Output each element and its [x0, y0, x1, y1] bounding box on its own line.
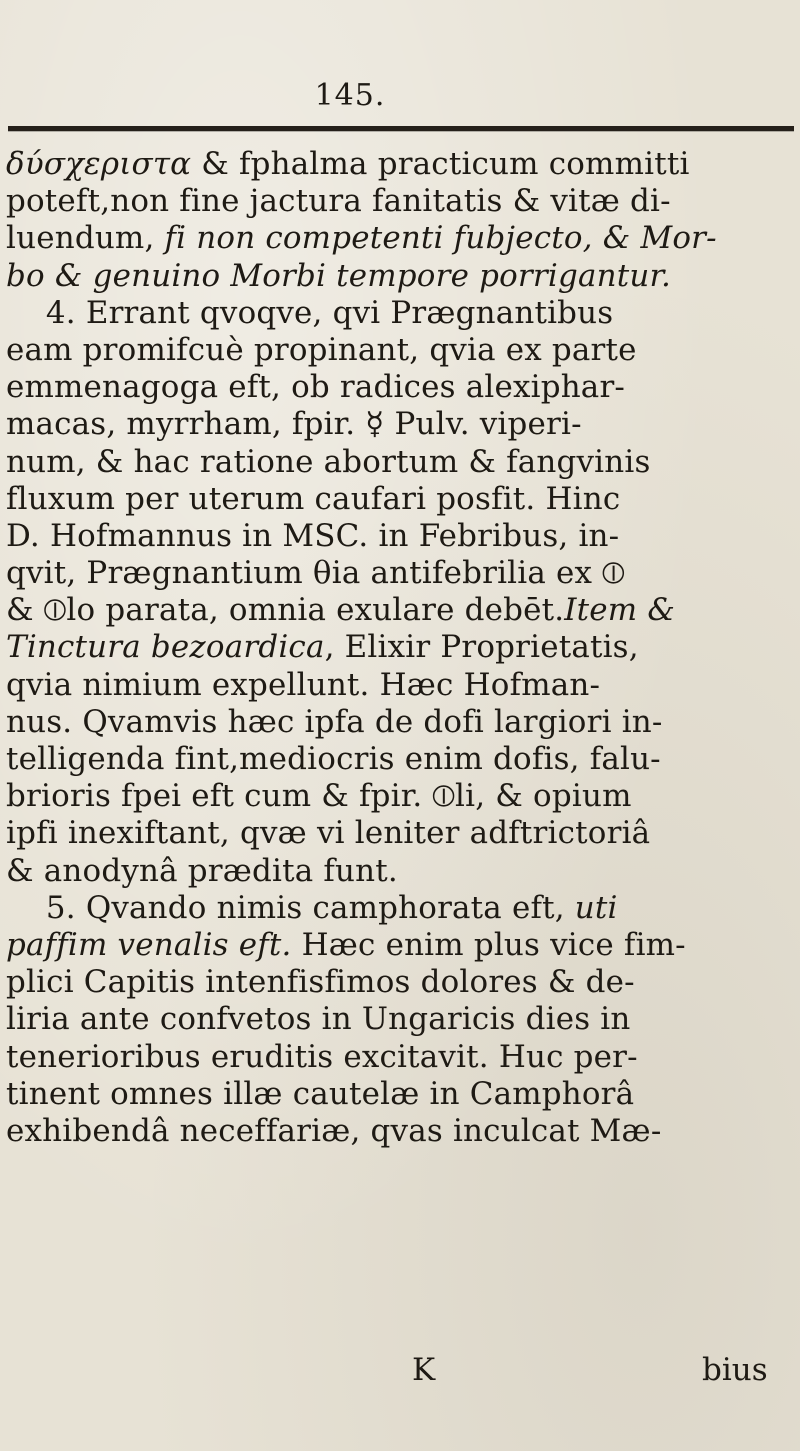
- roman-text: eam promifcuè propinant, qvia ex parte: [6, 331, 637, 368]
- text-line: [6, 183, 794, 220]
- catchword: bius: [702, 1352, 768, 1388]
- text-line: [6, 704, 794, 741]
- roman-text: 4. Errant qvoqve, qvi Prægnantibus: [45, 294, 614, 331]
- text-line: [6, 220, 794, 257]
- text-line: [6, 927, 794, 964]
- roman-text: & anodynâ prædita funt.: [6, 852, 398, 889]
- text-line: [6, 1001, 794, 1038]
- roman-text: qvia nimium expellunt. Hæc Hofman-: [6, 666, 601, 703]
- text-line: [6, 853, 794, 890]
- text-line: [6, 481, 794, 518]
- roman-text: & ⦶lo parata, omnia exulare debēt.: [6, 592, 565, 629]
- text-line: [6, 629, 794, 666]
- signature-mark: K: [412, 1352, 436, 1388]
- italic-text: Item &: [564, 592, 676, 629]
- roman-text: luendum,: [6, 220, 165, 257]
- roman-text: macas, myrrham, fpir. ☿ Pulv. viperi-: [6, 406, 582, 443]
- roman-text: fluxum per uterum caufari posfit. Hinc: [6, 480, 621, 517]
- text-line: [6, 555, 794, 592]
- roman-text: tenerioribus eruditis excitavit. Huc per-: [6, 1038, 638, 1075]
- text-line: [6, 518, 794, 555]
- text-line: [6, 592, 794, 629]
- text-line: [6, 444, 794, 481]
- roman-text: ipfi inexiftant, qvæ vi leniter adftrictoriâ: [6, 815, 651, 852]
- roman-text: plici Capitis intenfisfimos dolores & de-: [6, 964, 635, 1001]
- text-line: [6, 667, 794, 704]
- roman-text: D. Hofmannus in MSC. in Febribus, in-: [6, 517, 620, 554]
- italic-text: paffim venalis eft.: [6, 926, 292, 963]
- italic-text: bo & genuino Morbi tempore porrigantur.: [6, 257, 672, 294]
- text-line: [6, 332, 794, 369]
- text-line: [6, 964, 794, 1001]
- text-line: [6, 258, 794, 295]
- roman-text: qvit, Prægnantium θia antifebrilia ex ⦶: [6, 555, 625, 592]
- roman-text: emmenagoga eft, ob radices alexiphar-: [6, 369, 626, 406]
- italic-text: fi non competenti fubjecto, & Mor-: [164, 220, 717, 257]
- text-line: [6, 890, 794, 927]
- text-line: [6, 815, 794, 852]
- text-line: [6, 741, 794, 778]
- text-line: [6, 778, 794, 815]
- body-text: [6, 146, 796, 1150]
- roman-text: & fphalma practicum committi: [191, 146, 690, 182]
- roman-text: num, & hac ratione abortum & fangvinis: [6, 443, 651, 480]
- header-rule: [8, 126, 794, 131]
- roman-text: tinent omnes illæ cautelæ in Camphorâ: [6, 1075, 635, 1112]
- page-number: 145.: [314, 78, 386, 113]
- italic-text: δύσχεριστα: [6, 146, 192, 182]
- roman-text: , Elixir Proprietatis,: [324, 629, 639, 666]
- roman-text: poteft,non fine jactura fanitatis & vitæ di-: [6, 183, 671, 220]
- text-line: [6, 295, 794, 332]
- roman-text: nus. Qvamvis hæc ipfa de dofi largiori in-: [6, 703, 663, 740]
- text-line: [6, 1113, 794, 1150]
- roman-text: telligenda fint,mediocris enim dofis, falu-: [6, 741, 661, 777]
- text-line: [6, 369, 794, 406]
- text-line: [6, 1076, 794, 1113]
- roman-text: 5. Qvando nimis camphorata eft,: [45, 889, 575, 926]
- text-line: [6, 1039, 794, 1076]
- roman-text: exhibendâ neceffariæ, qvas inculcat Mæ-: [6, 1112, 662, 1149]
- italic-text: uti: [574, 889, 618, 926]
- text-line: [6, 406, 794, 443]
- roman-text: Hæc enim plus vice fim-: [291, 926, 686, 963]
- italic-text: Tinctura bezoardica: [6, 629, 325, 666]
- roman-text: brioris fpei eft cum & fpir. ⦶li, & opium: [6, 778, 632, 815]
- roman-text: liria ante confvetos in Ungaricis dies in: [6, 1001, 631, 1038]
- text-line: [6, 146, 794, 183]
